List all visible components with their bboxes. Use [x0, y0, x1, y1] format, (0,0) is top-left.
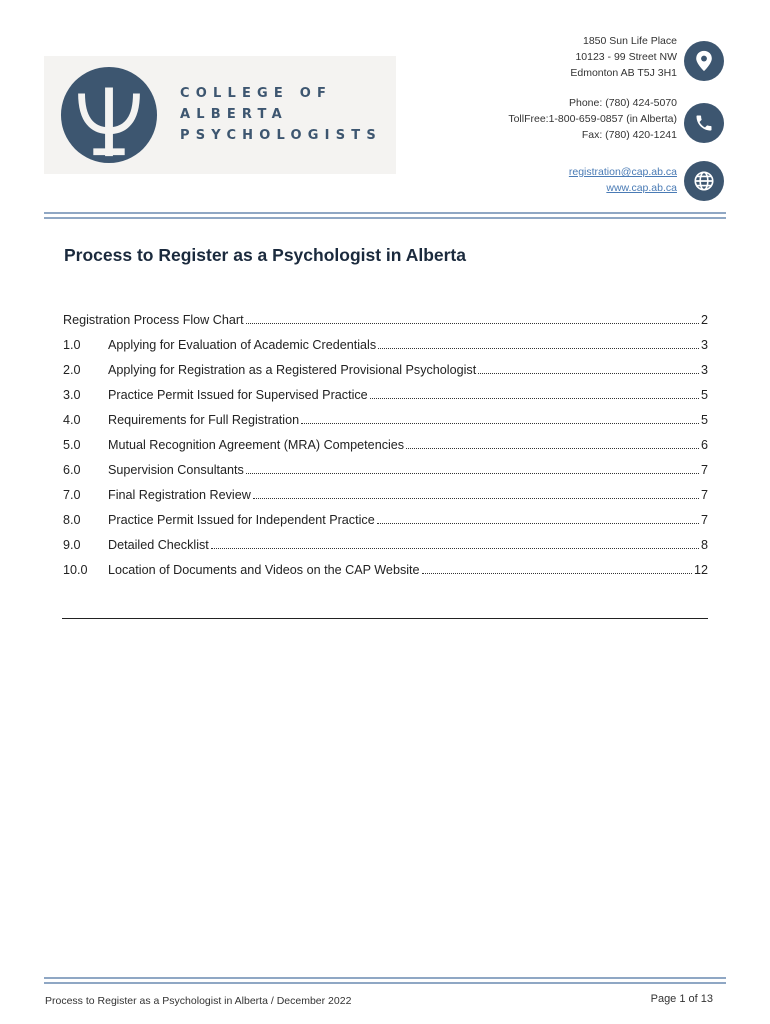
phone-block [508, 95, 677, 143]
logo-line-3: PSYCHOLOGISTS [180, 128, 382, 143]
logo-line-2: ALBERTA [180, 107, 288, 122]
toc-entry[interactable] [63, 463, 708, 488]
toc-page-number: 3 [700, 338, 708, 352]
toc-leader-dots [246, 323, 699, 324]
toc-label: Practice Permit Issued for Independent Practice [108, 513, 375, 527]
toc-number: 4.0 [63, 413, 81, 427]
toc-label: Detailed Checklist [108, 538, 209, 552]
toc-number: 1.0 [63, 338, 81, 352]
phone-line: Phone: (780) 424-5070 [569, 97, 677, 109]
toc-label: Practice Permit Issued for Supervised Practice [108, 388, 368, 402]
toc-leader-dots [301, 423, 699, 424]
toc-leader-dots [422, 573, 692, 574]
address-block [570, 33, 677, 81]
toc-leader-dots [246, 473, 699, 474]
toc-number: 3.0 [63, 388, 81, 402]
globe-icon [684, 161, 724, 201]
toc-leader-dots [478, 373, 699, 374]
toc-label: Registration Process Flow Chart [63, 313, 244, 327]
toc-divider [62, 618, 708, 619]
toc-entry[interactable] [63, 363, 708, 388]
table-of-contents [63, 313, 708, 588]
toc-entry[interactable] [63, 538, 708, 563]
toc-label: Location of Documents and Videos on the CAP Website [108, 563, 420, 577]
toc-leader-dots [253, 498, 699, 499]
toc-entry[interactable] [63, 488, 708, 513]
toc-number: 7.0 [63, 488, 81, 502]
tollfree-line: TollFree:1-800-659-0857 (in Alberta) [508, 113, 677, 125]
toc-number: 10.0 [63, 563, 88, 577]
footer-caption: Process to Register as a Psychologist in Alberta / December 2022 [45, 995, 352, 1007]
toc-number: 5.0 [63, 438, 81, 452]
email-link[interactable]: registration@cap.ab.ca [568, 166, 677, 178]
toc-entry[interactable] [63, 413, 708, 438]
toc-leader-dots [211, 548, 699, 549]
web-block [569, 164, 677, 196]
toc-label: Applying for Evaluation of Academic Credentials [108, 338, 377, 352]
address-line: Edmonton AB T5J 3H1 [570, 67, 677, 79]
toc-entry[interactable] [63, 563, 708, 588]
toc-number: 2.0 [63, 363, 81, 377]
psi-logo-icon [60, 66, 158, 164]
toc-entry[interactable] [63, 513, 708, 538]
page-title: Process to Register as a Psychologist in Alberta [64, 245, 466, 265]
toc-page-number: 2 [700, 313, 708, 327]
logo [44, 56, 396, 174]
phone-icon [684, 103, 724, 143]
toc-page-number: 8 [700, 538, 708, 552]
toc-leader-dots [406, 448, 699, 449]
toc-number: 8.0 [63, 513, 81, 527]
toc-label: Mutual Recognition Agreement (MRA) Competencies [108, 438, 405, 452]
logo-wordmark [180, 83, 382, 146]
toc-entry[interactable] [63, 338, 708, 363]
toc-leader-dots [377, 523, 699, 524]
toc-number: 9.0 [63, 538, 81, 552]
toc-entry[interactable] [63, 388, 708, 413]
toc-page-number: 12 [693, 563, 708, 577]
website-link[interactable]: www.cap.ab.ca [606, 182, 677, 194]
footer-divider [44, 982, 726, 984]
toc-label: Final Registration Review [108, 488, 251, 502]
page-number: Page 1 of 13 [650, 993, 713, 1005]
toc-number: 6.0 [63, 463, 81, 477]
header-divider [44, 217, 726, 219]
logo-line-1: COLLEGE OF [180, 86, 333, 101]
toc-leader-dots [370, 398, 699, 399]
toc-entry[interactable] [63, 313, 708, 338]
header-divider [44, 212, 726, 214]
location-pin-icon [684, 41, 724, 81]
toc-label: Applying for Registration as a Registered Provisional Psychologist [108, 363, 477, 377]
address-line: 1850 Sun Life Place [583, 35, 677, 47]
toc-entry[interactable] [63, 438, 708, 463]
fax-line: Fax: (780) 420-1241 [581, 129, 677, 141]
toc-page-number: 3 [700, 363, 708, 377]
toc-page-number: 6 [700, 438, 708, 452]
toc-label: Requirements for Full Registration [108, 413, 300, 427]
toc-page-number: 7 [700, 513, 708, 527]
toc-page-number: 5 [700, 388, 708, 402]
toc-page-number: 7 [700, 488, 708, 502]
toc-label: Supervision Consultants [108, 463, 244, 477]
address-line: 10123 - 99 Street NW [575, 51, 677, 63]
toc-leader-dots [378, 348, 699, 349]
footer-divider [44, 977, 726, 979]
toc-page-number: 7 [700, 463, 708, 477]
toc-page-number: 5 [700, 413, 708, 427]
